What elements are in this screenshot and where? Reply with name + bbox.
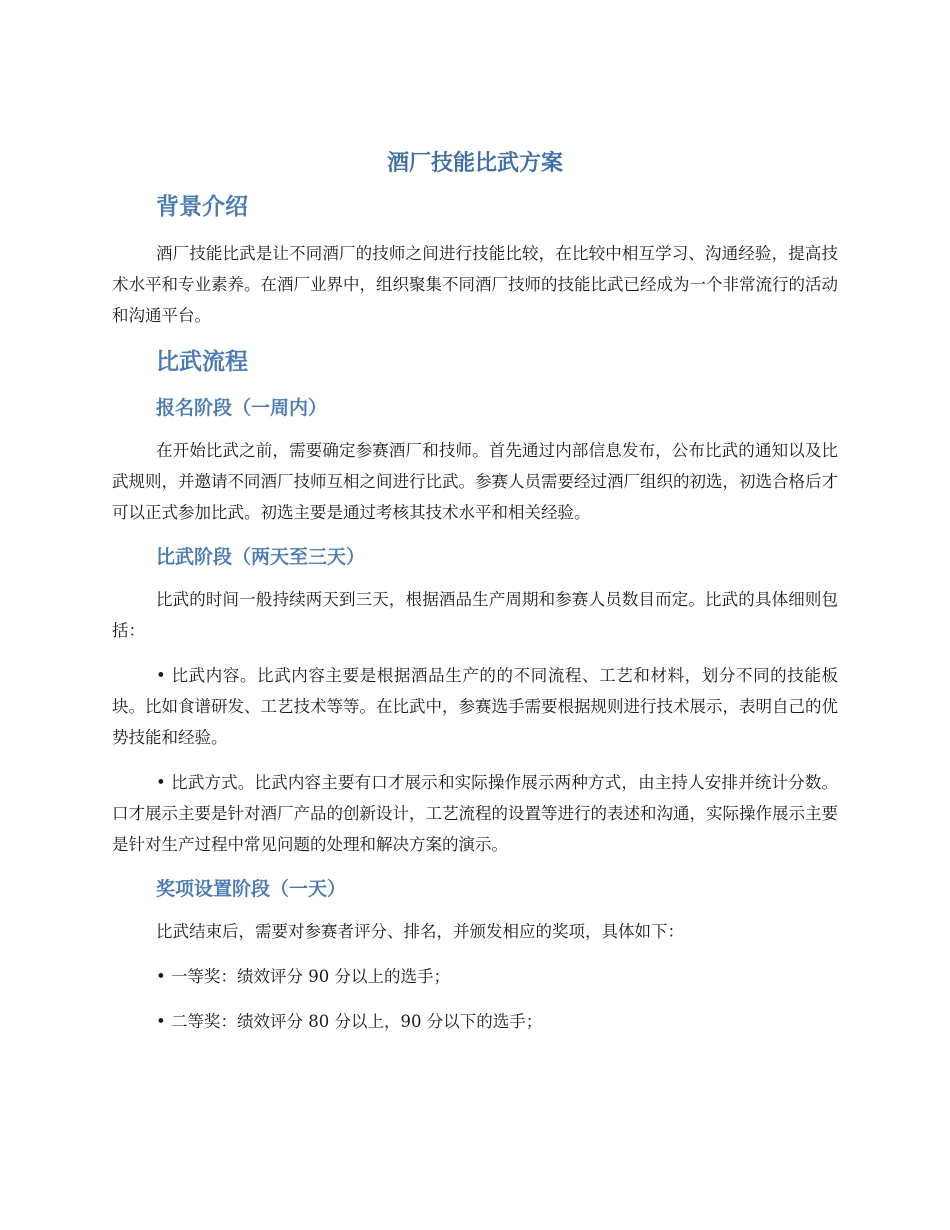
heading-competition: 比武阶段（两天至三天）: [156, 546, 366, 568]
paragraph-background: 酒厂技能比武是让不同酒厂的技师之间进行技能比较，在比较中相互学习、沟通经验，提高技术水平和专业素养。在酒厂业界中，组织聚集不同酒厂技师的技能比武已经成为一个非常流行的活动和沟通平台。: [112, 244, 838, 325]
paragraph-awards-intro: 比武结束后，需要对参赛者评分、排名，并颁发相应的奖项，具体如下：: [156, 922, 684, 941]
heading-process: 比武流程: [156, 349, 248, 375]
bullet-second-prize: • 二等奖：绩效评分 80 分以上，90 分以下的选手；: [156, 1012, 543, 1031]
heading-background: 背景介绍: [156, 194, 248, 220]
paragraph-registration: 在开始比武之前，需要确定参赛酒厂和技师。首先通过内部信息发布，公布比武的通知以及比武规则，并邀请不同酒厂技师互相之间进行比武。参赛人员需要经过酒厂组织的初选，初选合格后才可以正式参加比武。初选主要是通过考核其技术水平和相关经验。: [112, 441, 838, 522]
heading-registration: 报名阶段（一周内）: [156, 397, 328, 419]
bullet-first-prize: • 一等奖：绩效评分 90 分以上的选手；: [156, 967, 450, 986]
bullet-competition-content: • 比武内容。比武内容主要是根据酒品生产的的不同流程、工艺和材料，划分不同的技能板块。比如食谱研发、工艺技术等等。在比武中，参赛选手需要根据规则进行技术展示，表明自己的优势技能和经验。: [112, 666, 838, 747]
heading-awards: 奖项设置阶段（一天）: [156, 878, 347, 900]
paragraph-competition-intro: 比武的时间一般持续两天到三天，根据酒品生产周期和参赛人员数目而定。比武的具体细则包括：: [112, 590, 838, 640]
bullet-competition-method: • 比武方式。比武内容主要有口才展示和实际操作展示两种方式，由主持人安排并统计分数。口才展示主要是针对酒厂产品的创新设计，工艺流程的设置等进行的表述和沟通，实际操作展示主要是针对生产过程中常见问题的处理和解决方案的演示。: [112, 773, 838, 854]
document-title: 酒厂技能比武方案: [386, 151, 563, 176]
